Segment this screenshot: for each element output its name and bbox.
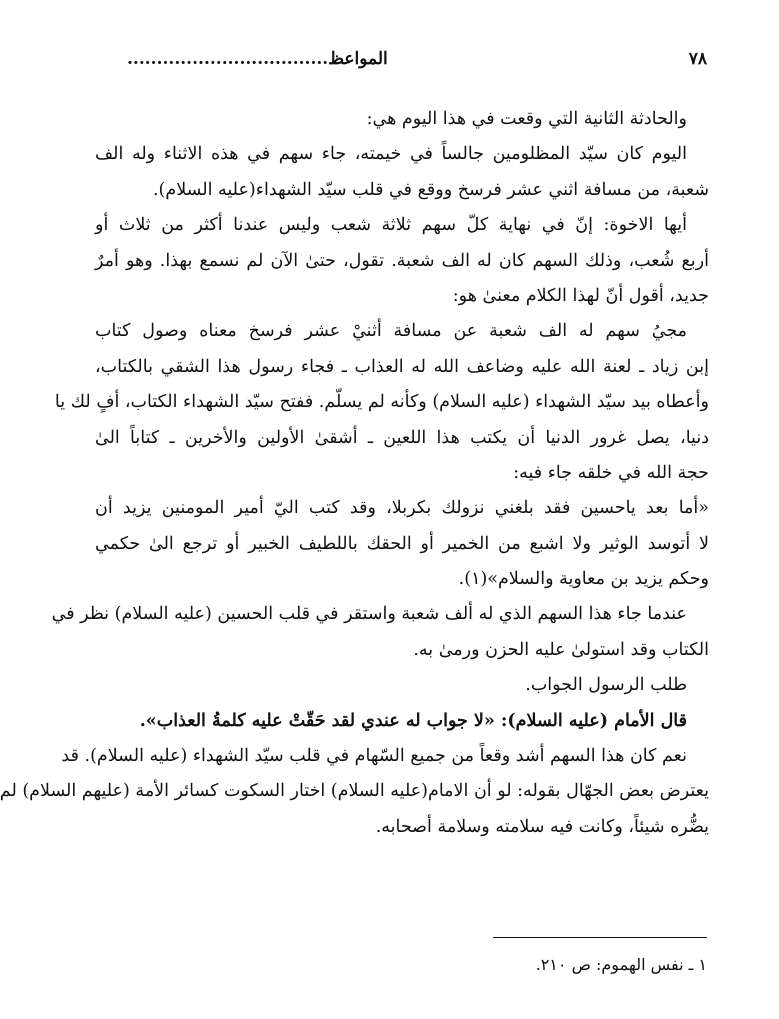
quote-line: «أما بعد ياحسين فقد بلغني نزولك بكربلا، وقد كتب اليّ أمير المومنين يزيد أن (95, 498, 709, 519)
paragraph-line: الكتاب وقد استولىٰ عليه الحزن ورمىٰ به. (413, 639, 709, 660)
paragraph-line: مجيُ سهم له الف شعبة عن مسافة أثنيْ عشر فرسخ معناه وصول كتاب (95, 321, 687, 342)
paragraph-line: قال الأمام (عليه السلام): «لا جواب له عندي لقد حَقّتْ عليه كلمةُ العذاب». (139, 710, 687, 731)
paragraph-line: والحادثة الثانية التي وقعت في هذا اليوم هي: (366, 109, 687, 129)
paragraph-line: اليوم كان سيّد المظلومين جالساً في خيمته، جاء سهم في هذه الاثناء وله الف (95, 144, 687, 165)
paragraph-line: عندما جاء هذا السهم الذي له ألف شعبة واستقر في قلب الحسين (عليه السلام) نظر في (51, 604, 687, 625)
paragraph-line: دنيا، يصل غرور الدنيا أن يكتب هذا اللعين ـ أشقىٰ الأولين والأخرين ـ كتاباً الىٰ (95, 427, 709, 448)
paragraph-line: حجة الله في خلقه جاء فيه: (513, 462, 709, 483)
footnote: ١ ـ نفس الهموم: ص ٢١٠. (535, 955, 707, 974)
paragraph-line: يضُّره شيئاً، وكانت فيه سلامته وسلامة أصحابه. (375, 816, 709, 837)
page-header (127, 44, 707, 74)
paragraph-line: يعترض بعض الجهّال بقوله: لو أن الامام(عليه السلام) اختار السكوت كسائر الأمة (عليهم السلام) لم (0, 781, 709, 802)
paragraph-line: أربع شُعب، وذلك السهم كان له الف شعبة. تقول، حتىٰ الآن لم نسمع بهذا. وهو أمرٌ (95, 250, 709, 271)
paragraph-line: وأعطاه بيد سيّد الشهداء (عليه السلام) وكأنه لم يسلّم. ففتح سيّد الشهداء الكتاب، أفٍ لك يا (54, 392, 709, 413)
paragraph-line: شعبة، من مسافة اثني عشر فرسخ ووقع في قلب سيّد الشهداء(عليه السلام). (152, 179, 709, 200)
paragraph-line: أيها الاخوة: إنّ في نهاية كلّ سهم ثلاثة شعب وليس عندنا أكثر من ثلاث أو (95, 215, 687, 236)
paragraph-line: جديد، أقول أنّ لهذا الكلام معنىٰ هو: (452, 285, 709, 306)
body-text (0, 102, 709, 845)
quote-line: وحكم يزيد بن معاوية والسلام»(١). (458, 569, 709, 590)
paragraph-line: إبن زياد ـ لعنة الله عليه وضاعف الله له العذاب ـ فجاء رسول هذا الشقي بالكتاب، (95, 356, 709, 377)
paragraph-line: نعم كان هذا السهم أشد وقعاً من جميع السّهام في قلب سيّد الشهداء (عليه السلام). قد (61, 746, 687, 767)
running-title: المواعظ.................................. (127, 49, 388, 69)
page-number: ٧٨ (688, 49, 707, 69)
quote-line: لا أتوسد الوثير ولا اشبع من الخمير أو الحقك باللطيف الخبير أو ترجع الىٰ حكمي (95, 533, 709, 554)
paragraph-line: طلب الرسول الجواب. (525, 675, 687, 696)
footnote-divider (493, 937, 707, 938)
